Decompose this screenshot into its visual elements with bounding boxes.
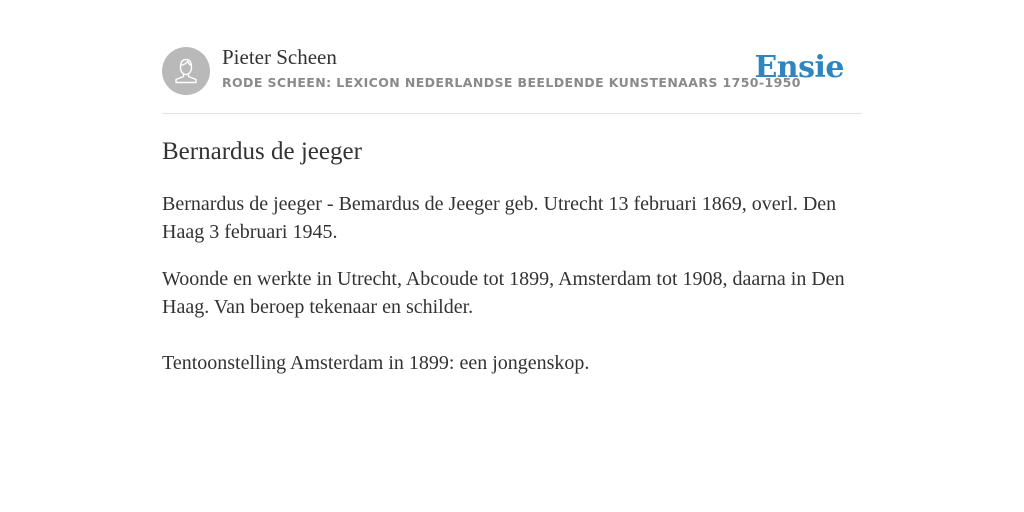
article-paragraph-2: Woonde en werkte in Utrecht, Abcoude tot 1899, Amsterdam tot 1908, daarna in Den Haag. Van beroep tekenaar en schilder. [162, 268, 845, 318]
article-title: Bernardus de jeeger [162, 138, 362, 165]
user-outline-icon [162, 47, 210, 95]
page [162, 0, 862, 512]
ensie-logo[interactable]: Ensie [754, 50, 844, 85]
article-header [162, 0, 862, 114]
article-paragraph-3: Tentoonstelling Amsterdam in 1899: een jongenskop. [162, 352, 590, 374]
source-lexicon[interactable]: RODE SCHEEN: LEXICON NEDERLANDSE BEELDENDE KUNSTENAARS 1750-1950 [222, 75, 801, 90]
article-paragraph-1: Bernardus de jeeger - Bemardus de Jeeger geb. Utrecht 13 februari 1869, overl. Den Haag 3 februari 1945. [162, 193, 837, 243]
avatar[interactable] [162, 47, 210, 95]
author-name[interactable]: Pieter Scheen [222, 45, 337, 69]
